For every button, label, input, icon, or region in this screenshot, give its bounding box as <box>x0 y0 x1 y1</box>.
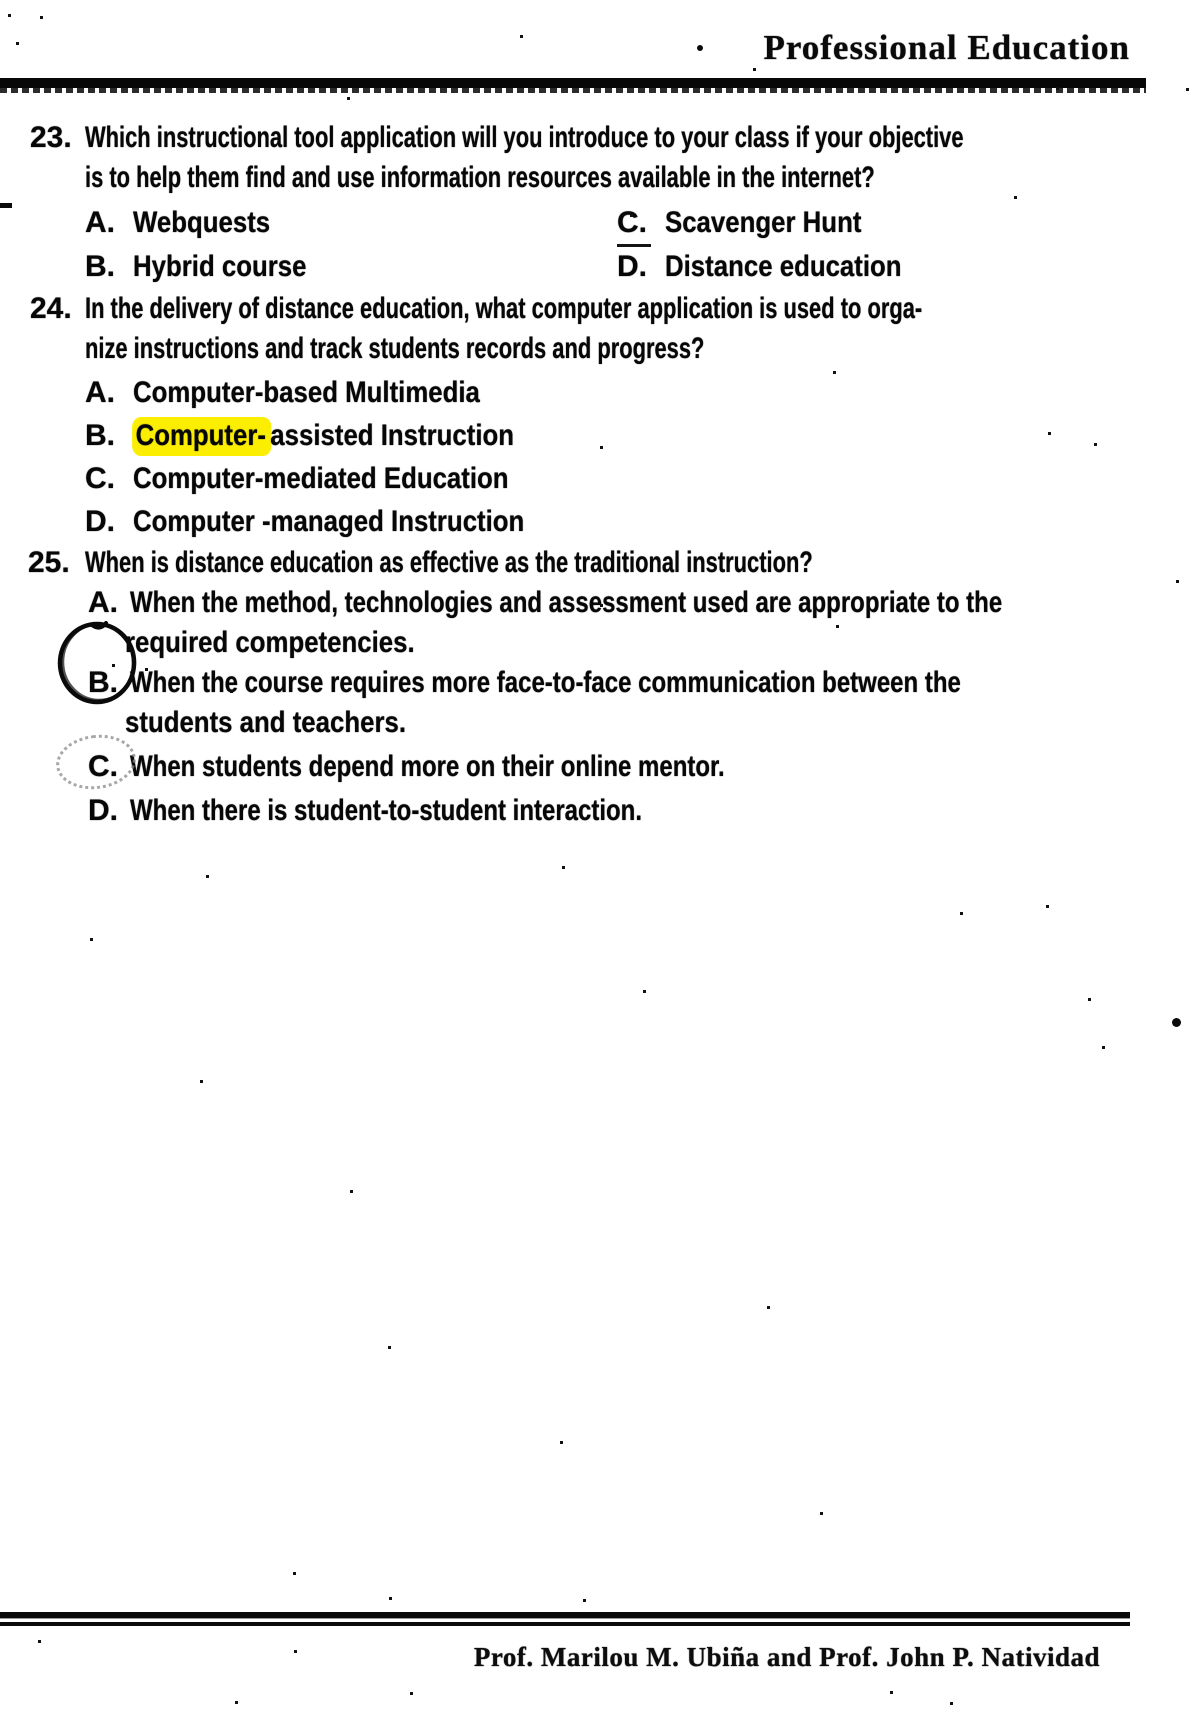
scan-noise-margin-mark <box>0 203 12 208</box>
yellow-highlight-mark: Computer- <box>133 418 270 455</box>
option-24b-letter: B. <box>85 419 115 452</box>
option-23d-text: Distance education <box>665 250 902 283</box>
footer-authors: Prof. Marilou M. Ubiña and Prof. John P. Natividad <box>473 1642 1100 1672</box>
question-25-text-line1: When is distance education as effective as the traditional instruction? <box>85 546 813 579</box>
option-23b-text: Hybrid course <box>133 250 307 283</box>
question-23-number: 23. <box>30 121 72 154</box>
question-23 <box>0 118 1197 287</box>
scan-noise-dot <box>1172 1018 1181 1027</box>
option-23b-letter: B. <box>85 250 115 283</box>
page-title: Professional Education <box>763 28 1130 67</box>
option-24b-text <box>133 414 514 457</box>
question-24-text-line2: nize instructions and track students records and progress? <box>85 332 705 365</box>
option-23a-text: Webquests <box>133 206 271 239</box>
option-24a-letter: A. <box>85 376 115 409</box>
question-23-text-line2: is to help them find and use information resources available in the internet? <box>85 161 875 194</box>
option-24c-text: Computer-mediated Education <box>133 462 509 495</box>
option-23c-text: Scavenger Hunt <box>665 206 862 239</box>
option-25d-text: When there is student-to-student interaction. <box>130 794 643 827</box>
option-24b-text-rest: assisted Instruction <box>270 419 515 452</box>
option-25d-letter: D. <box>88 794 118 827</box>
question-24-number: 24. <box>30 292 72 325</box>
option-25c-letter: C. <box>88 750 118 783</box>
option-25a-text-line1: When the method, technologies and assessment used are appropriate to the <box>130 586 1003 619</box>
question-23-text-line1: Which instructional tool application will you introduce to your class if your objective <box>85 121 964 154</box>
option-23c-letter answer-underline: C. <box>617 203 651 247</box>
option-25b-text-line2: students and teachers. <box>125 706 407 739</box>
option-25a-text-line2: required competencies. <box>125 626 415 659</box>
option-23d-letter: D. <box>617 250 647 283</box>
option-23a-letter: A. <box>85 206 115 239</box>
question-24-text-line1: In the delivery of distance education, what computer application is used to orga- <box>85 292 923 325</box>
option-25a-letter: A. <box>88 586 118 619</box>
questions-area <box>0 118 1197 831</box>
question-25-number: 25. <box>28 546 70 579</box>
question-25 <box>0 543 1197 831</box>
option-24d-letter: D. <box>85 505 115 538</box>
option-24c-letter: C. <box>85 462 115 495</box>
scan-noise-specks <box>40 16 43 19</box>
option-25b-text-line1: When the course requires more face-to-face communication between the <box>130 666 961 699</box>
footer-divider <box>0 1612 1130 1626</box>
option-25c-text: When students depend more on their online mentor. <box>130 750 725 783</box>
scan-noise-dot <box>697 45 703 51</box>
option-24d-text: Computer -managed Instruction <box>133 505 525 538</box>
header-divider <box>0 78 1146 93</box>
option-24a-text: Computer-based Multimedia <box>133 376 480 409</box>
option-25b-letter: B. <box>88 666 118 699</box>
question-24 <box>0 289 1197 543</box>
